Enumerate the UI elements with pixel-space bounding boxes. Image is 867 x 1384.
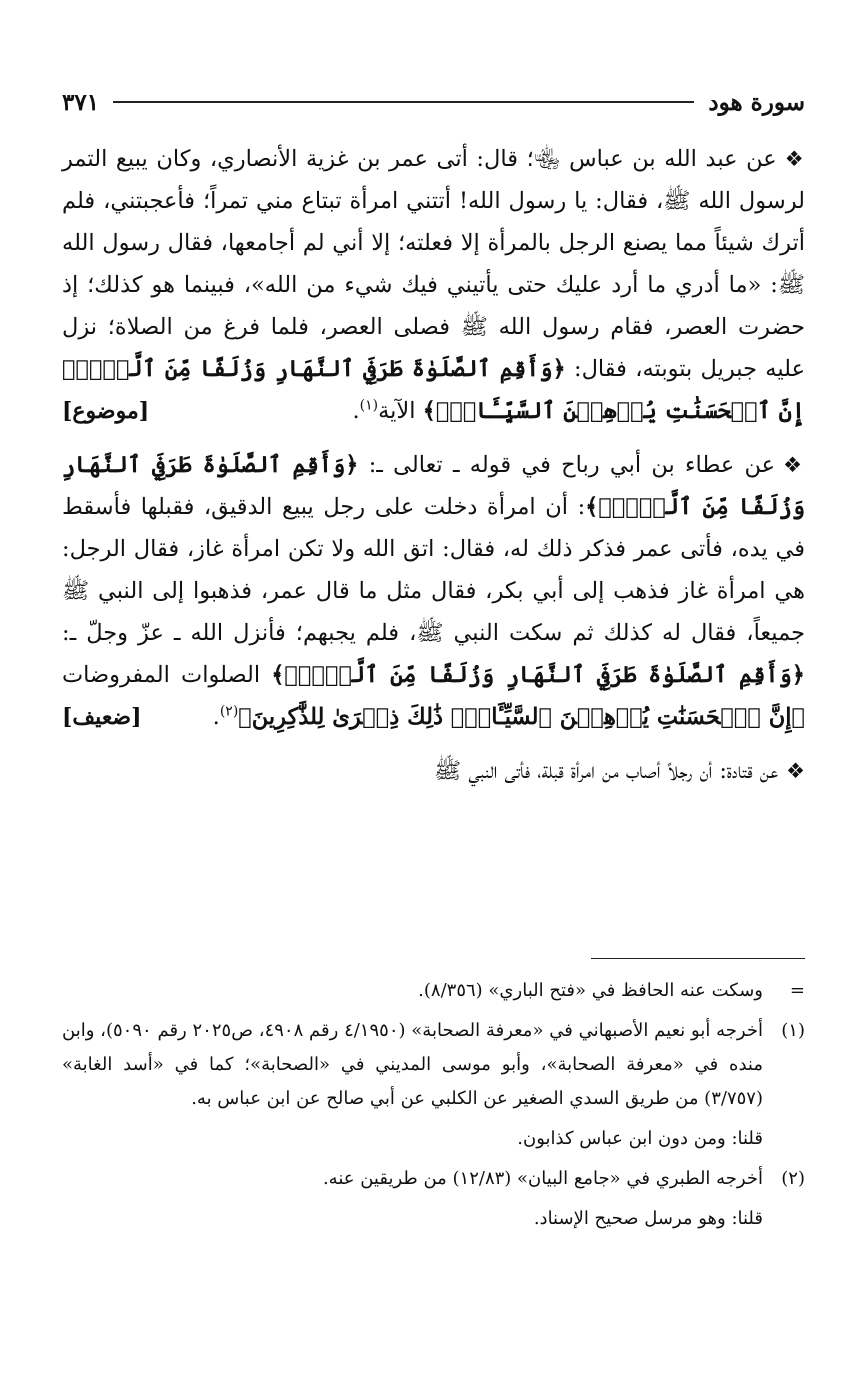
main-text (62, 138, 805, 792)
hadith-paragraph (62, 750, 805, 792)
footnote (62, 974, 805, 1008)
hadith-grade: [موضوع] (62, 398, 150, 424)
quran-verse: ﴿وَأَقِمِ ٱلصَّلَوٰةَ طَرَفَيِ ٱلنَّهَارِ وَزُلَفًا مِّنَ ٱلَّيۡلِۚ إِنَّ ٱلۡحَسَنَٰتِ يُذۡهِبۡنَ ٱلسَّيِّـَٔاتِۚ﴾ (62, 356, 805, 424)
paragraph-text: الآية (378, 398, 423, 424)
footnote-comment: قلنا: ومن دون ابن عباس كذابون. (517, 1128, 763, 1149)
paragraph-text: عن عبد الله بن عباس ﵄؛ قال: أتى عمر بن غزية الأنصاري، وكان يبيع التمر لرسول الله ﷺ، فقال: يا رسول الله! أتتني امرأة تبتاع مني تمراً؛ فأعجبتني، فلم أترك شيئاً مما يصنع الرجل بالمرأة إلا فعلته؛ إلا أني لم أجامعها، فقال رسول الله ﷺ: «ما أدري ما أرد عليك حتى يأتيني فيك شيء من الله»، فبينما هو كذلك؛ إذ حضرت العصر، فقام رسول الله ﷺ فصلى العصر، فلما فرغ من الصلاة؛ نزل عليه جبريل بتوبته، فقال: (62, 146, 805, 382)
sura-title: سورة هود (708, 88, 805, 116)
paragraph-marker-icon: ❖ (786, 759, 805, 783)
footnote (62, 1162, 805, 1236)
footnotes (62, 974, 805, 1242)
footnote-text (62, 974, 763, 1008)
hadith-grade: [ضعيف] (62, 704, 142, 730)
footnote-comment: قلنا: وهو مرسل صحيح الإسناد. (533, 1208, 763, 1229)
footnote-number: (١) (781, 1020, 805, 1041)
footnote-body: وسكت عنه الحافظ في «فتح الباري» (٨/٣٥٦). (418, 980, 763, 1001)
footnote-text (62, 1162, 763, 1236)
footnote-ref: (٢) (219, 703, 239, 720)
paragraph-text: الصلوات المفروضات (62, 662, 272, 688)
paragraph-text: . (352, 398, 360, 424)
footnote-body: أخرجه أبو نعيم الأصبهاني في «معرفة الصحابة» (٤/١٩٥٠ رقم ٤٩٠٨، ص٢٠٢٥ رقم ٥٠٩٠)، وابن منده في «معرفة الصحابة»، وأبو موسى المديني في «الصحابة»؛ كما في «أسد الغابة» (٣/٧٥٧) من طريق السدي الصغير عن الكلبي عن أبي صالح عن ابن عباس به. (62, 1020, 763, 1109)
footnote-body: أخرجه الطبري في «جامع البيان» (١٢/٨٣) من طريقين عنه. (322, 1168, 763, 1189)
paragraph-text: عن قتادة: أن رجلاً أصاب من امرأة قبلة، فأتى النبي ﷺ (434, 758, 779, 784)
quran-verse: ﴿وَأَقِمِ ٱلصَّلَوٰةَ طَرَفَيِ ٱلنَّهَارِ وَزُلَفًا مِّنَ ٱلَّيۡلِۚ﴾ (62, 452, 805, 520)
paragraph-text: . (212, 704, 220, 730)
quran-verse: ﴿إِنَّ ٱلۡحَسَنَٰتِ يُذۡهِبۡنَ ٱلسَّيِّـَٔاتِۚ ذَٰلِكَ ذِكۡرَىٰ لِلذَّٰكِرِينَ﴾ (238, 704, 805, 730)
paragraph-marker-icon: ❖ (783, 453, 805, 477)
footnote-ref: (١) (359, 397, 379, 414)
hadith-paragraph (62, 444, 805, 738)
footnote-text (62, 1014, 763, 1156)
page-number: ٣٧١ (62, 88, 100, 116)
paragraph-marker-icon: ❖ (784, 147, 806, 171)
header-rule (113, 101, 694, 103)
hadith-paragraph (62, 138, 805, 432)
quran-verse: ﴿وَأَقِمِ ٱلصَّلَوٰةَ طَرَفَيِ ٱلنَّهَارِ وَزُلَفًا مِّنَ ٱلَّيۡلِۚ﴾ (271, 662, 805, 688)
paragraph-text: عن عطاء بن أبي رباح في قوله ـ تعالى ـ: (358, 452, 776, 478)
page-header (62, 84, 805, 120)
footnote (62, 1014, 805, 1156)
paragraph-text: : أن امرأة دخلت على رجل يبيع الدقيق، فقبلها فأسقط في يده، فأتى عمر فذكر ذلك له، فقال: اتق الله ولا تكن امرأة غاز، فقال الرجل: هي امرأة غاز فذهب إلى أبي بكر، فقال مثل ما قال عمر، فذهبوا إلى النبي ﷺ جميعاً، فقال له كذلك ثم سكت النبي ﷺ، فلم يجبهم؛ فأنزل الله ـ عزّ وجلّ ـ: (62, 494, 805, 646)
footnote-number: = (789, 980, 805, 1001)
footnote-number: (٢) (781, 1168, 805, 1189)
footnote-separator (591, 958, 805, 959)
